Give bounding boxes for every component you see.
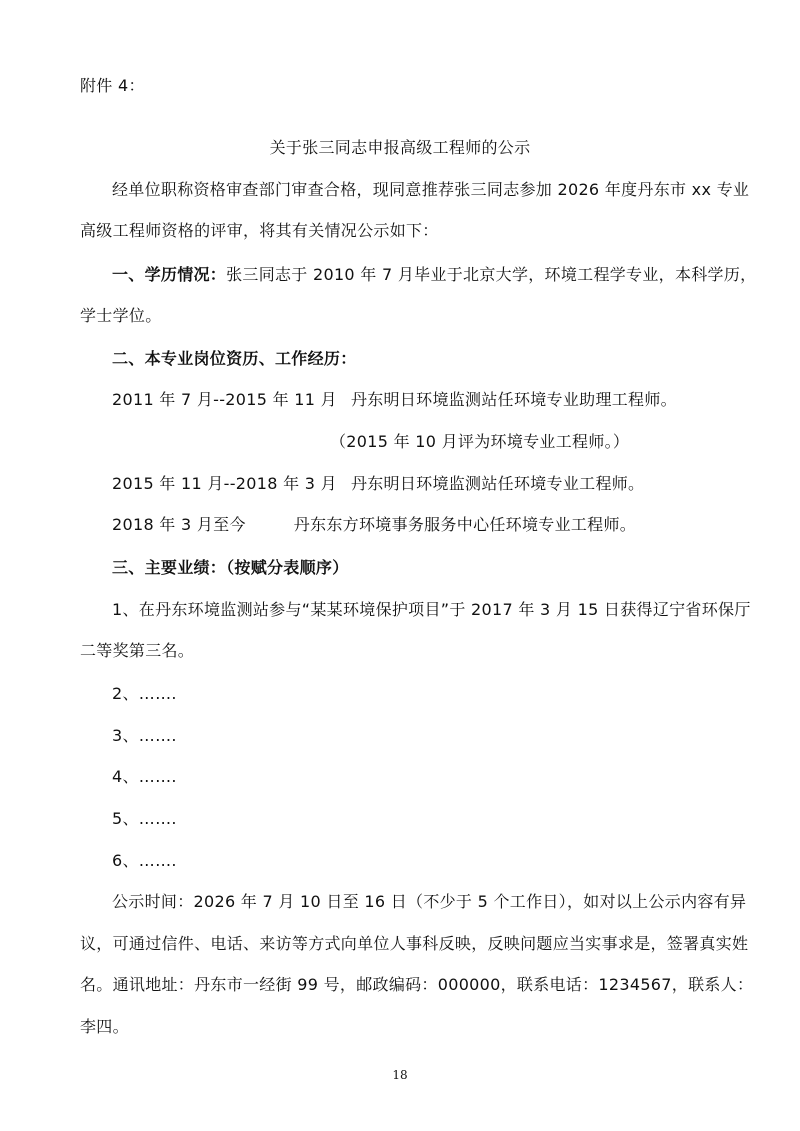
work-entry-3 xyxy=(112,514,636,536)
notice-line-3: 名。通讯地址：丹东市一经街 99 号，邮政编码：000000，联系电话：1234567，联系人： xyxy=(80,975,754,994)
work-entry-period: 2015 年 11 月--2018 年 3 月 xyxy=(112,474,337,493)
work-entry-2 xyxy=(112,473,644,495)
achievement-item: 2、……. xyxy=(112,684,177,703)
education-text: 张三同志于 2010 年 7 月毕业于北京大学，环境工程学专业，本科学历， xyxy=(226,265,757,284)
achievement-item: 4、……. xyxy=(112,767,177,786)
education-text-cont: 学士学位。 xyxy=(80,306,162,325)
work-entry-period: 2011 年 7 月--2015 年 11 月 xyxy=(112,390,337,409)
education-heading: 一、学历情况： xyxy=(112,265,227,284)
attachment-label: 附件 4： xyxy=(80,76,145,95)
notice-line-1: 公示时间：2026 年 7 月 10 日至 16 日（不少于 5 个工作日），如对以上公示内容有异 xyxy=(112,892,747,911)
work-entry-note: （2015 年 10 月评为环境专业工程师。） xyxy=(330,432,630,451)
intro-line-2: 高级工程师资格的评审，将其有关情况公示如下： xyxy=(80,221,439,240)
notice-line-2: 议，可通过信件、电话、来访等方式向单位人事科反映，反映问题应当实事求是，签署真实姓 xyxy=(80,934,749,953)
achievements-heading: 三、主要业绩：（按赋分表顺序） xyxy=(112,558,349,577)
achievement-item-1-cont: 二等奖第三名。 xyxy=(80,641,195,660)
achievement-item: 5、……. xyxy=(112,809,177,828)
achievement-item-1: 1、在丹东环境监测站参与“某某环境保护项目”于 2017 年 3 月 15 日获得辽宁省环保厅 xyxy=(112,600,751,619)
work-entry-period: 2018 年 3 月至今 xyxy=(112,515,246,534)
intro-line-1: 经单位职称资格审查部门审查合格，现同意推荐张三同志参加 2026 年度丹东市 xx 专业 xyxy=(112,180,750,199)
education-paragraph xyxy=(112,264,756,286)
achievement-item: 6、……. xyxy=(112,851,177,870)
work-history-heading: 二、本专业岗位资历、工作经历： xyxy=(112,349,357,368)
work-entry-desc: 丹东东方环境事务服务中心任环境专业工程师。 xyxy=(293,515,637,534)
work-entry-desc: 丹东明日环境监测站任环境专业助理工程师。 xyxy=(350,390,677,409)
notice-line-4: 李四。 xyxy=(80,1017,129,1036)
work-entry-1 xyxy=(112,389,677,411)
work-entry-desc: 丹东明日环境监测站任环境专业工程师。 xyxy=(350,474,645,493)
achievement-item: 3、……. xyxy=(112,726,177,745)
page-number: 18 xyxy=(392,1068,408,1082)
document-title: 关于张三同志申报高级工程师的公示 xyxy=(269,138,531,157)
